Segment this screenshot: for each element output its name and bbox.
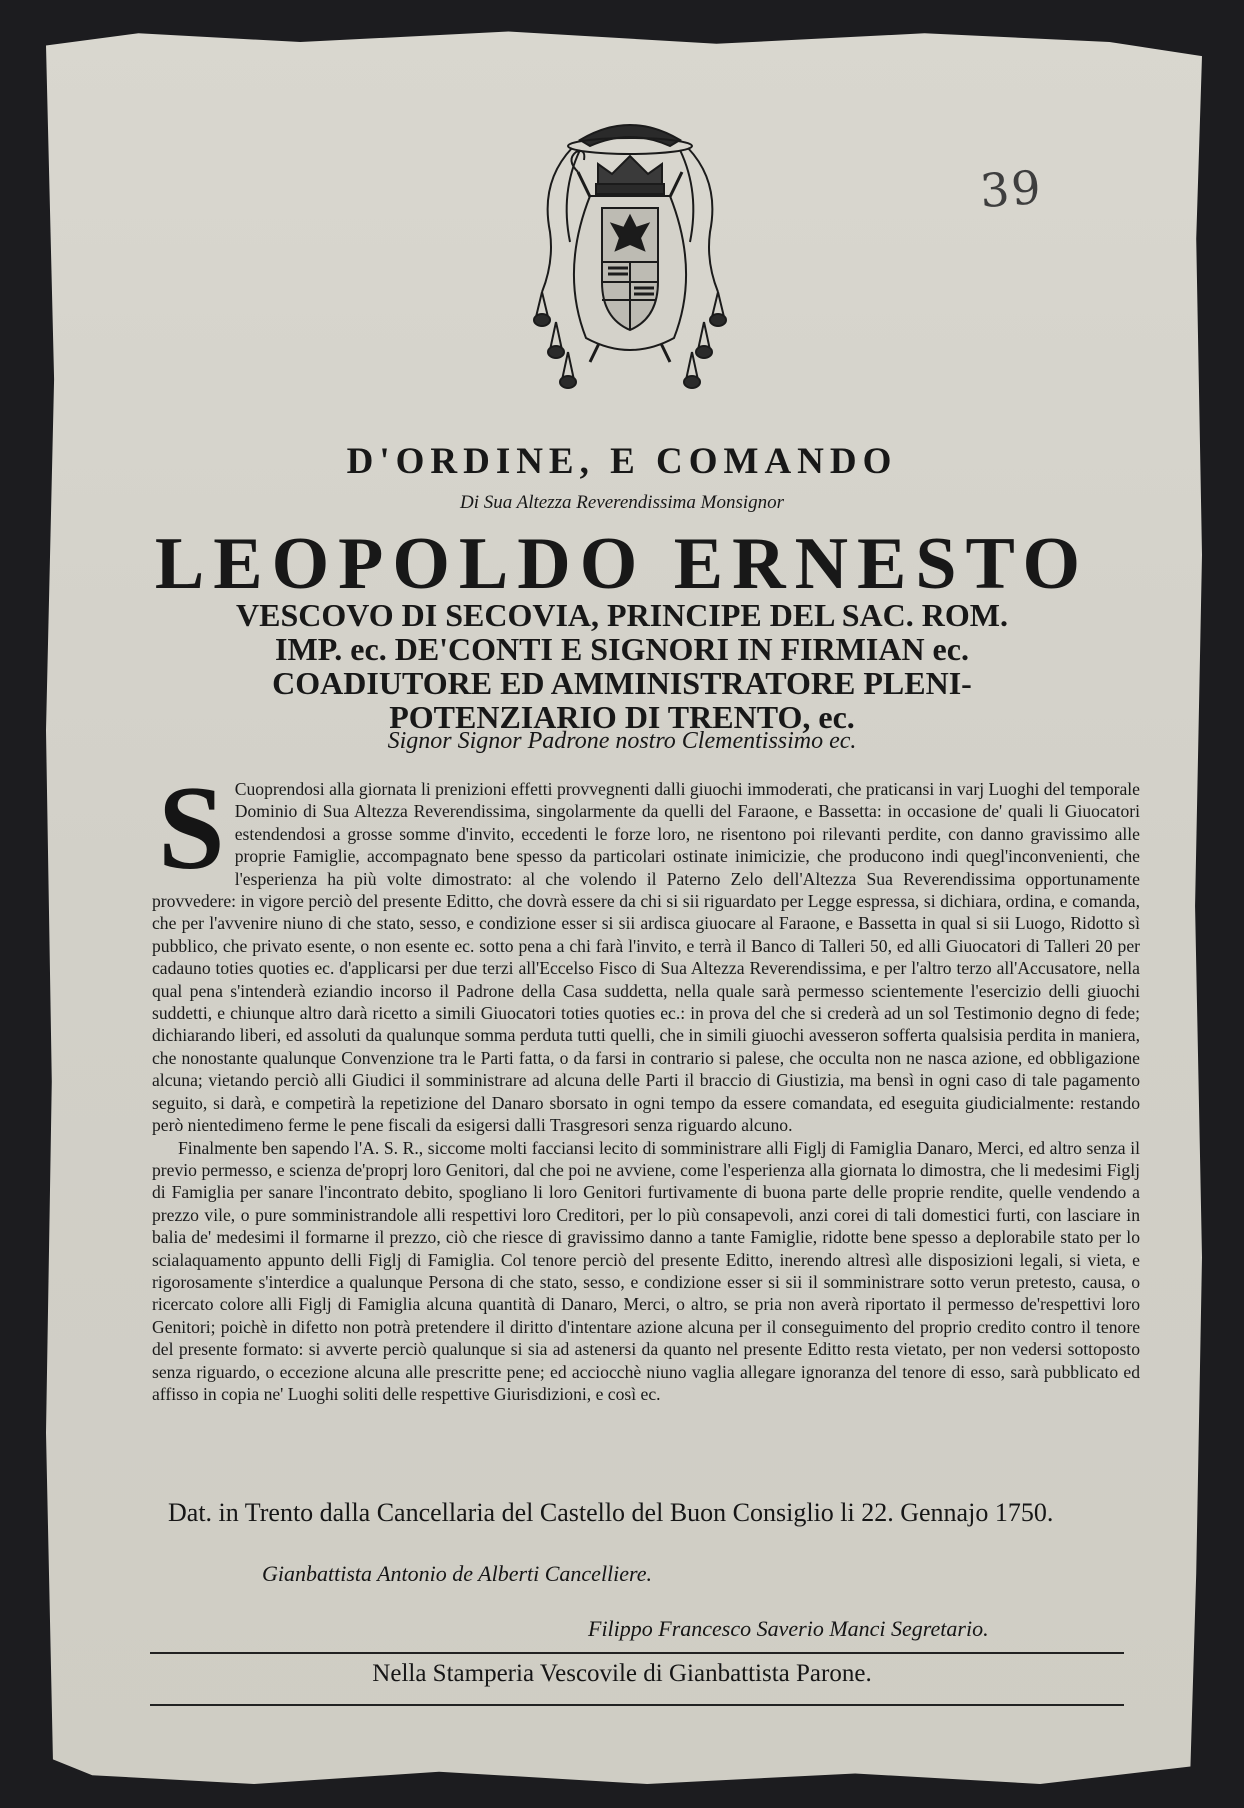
title-line-2: IMP. ec. DE'CONTI E SIGNORI IN FIRMIAN ec.: [275, 631, 969, 667]
heading: D'ORDINE, E COMANDO: [346, 441, 898, 482]
edict-body: [152, 761, 1140, 1405]
subheading: Di Sua Altezza Reverendissima Monsignor: [459, 492, 785, 513]
title-line-4: POTENZIARIO DI TRENTO, ec.: [389, 699, 855, 735]
title-line-3: COADIUTORE ED AMMINISTRATORE PLENI-: [272, 665, 972, 701]
divider-bottom: [150, 1704, 1124, 1706]
handwritten-annotation: 39: [978, 159, 1045, 219]
salutation: Signor Signor Padrone nostro Clementissimo ec.: [387, 728, 857, 754]
coat-of-arms-icon: [520, 112, 740, 410]
date-line: Dat. in Trento dalla Cancellaria del Castello del Buon Consiglio li 22. Gennajo 1750.: [168, 1498, 1054, 1527]
divider-top: [150, 1652, 1124, 1654]
drop-cap: S: [158, 761, 225, 894]
title-line-1: VESCOVO DI SECOVIA, PRINCIPE DEL SAC. ROM.: [236, 597, 1008, 633]
paragraph-2: Finalmente ben sapendo l'A. S. R., siccome molti facciansi lecito di somministrare alli Figlj di Famiglia Danaro, Merci, ed altro senza il previo permesso, e scienza de'proprj loro Genitori, dal che poi ne avviene, come l'esperienza alla giornata lo dimostra, che li medesimi Figlj di Famiglia per sanare l'incontrato debito, spogliano li loro Genitori furtivamente di buona parte delle proprie rendite, quelle vendendo a prezzo vile, o pure somministrandole alli respettivi loro Creditori, per lo più consapevoli, anzi corei di tali domestici furti, con lasciare in balia de' medesimi il formarne il prezzo, ciò che riesce di gravissimo danno a tante Famiglie, ridotte bene spesso a deplorabile stato per lo scialaquamento appunto delli Figlj di Famiglia. Col tenore perciò del presente Editto, inerendo altresì alle disposizioni legali, si vieta, e rigorosamente s'interdice a qualunque Persona di che stato, sesso, e condizione esser si sii il somministrare sotto verun pretesto, causa, o ricercato colore alli Figlj di Famiglia alcuna quantità di Danaro, Merci, o altro, se pria non averà riportato il permesso de'respettivi loro Genitori; poichè in difetto non potrà pretendere il diritto d'intentare azione alcuna per il conseguimento del proprio credito contro il tenore del presente formato: si avverte perciò qualunque si sia ad astenersi da quanto nel presente Editto resta vietato, per non vedersi sottoposto senza riguardo, o eccezione alcuna alle prescritte pene; ed acciocchè niuno vaglia allegare ignoranza del tenore di esso, sarà pubblicato ed affisso in copia ne' Luoghi soliti delle respettive Giurisdizioni, e così ec.: [152, 1137, 1140, 1404]
bishop-name: LEOPOLDO ERNESTO: [154, 523, 1090, 605]
paragraph-1: Cuoprendosi alla giornata li prenizioni effetti provvegnenti dalli giuochi immoderati, che praticansi in varj Luoghi del temporale Dominio di Sua Altezza Reverendissima, singolarmente da quelli del Faraone, e Bassetta: in occasione de' quali li Giuocatori estendendosi a grosse somme d'invito, eccedenti le forze loro, ne risentono poi rilevanti perdite, con danno gravissimo alle proprie Famiglie, accompagnato bene spesso da particolari ostinate inimicizie, che producono indi quegl'inconvenienti, che l'esperienza ha più volte dimostrato: al che volendo il Paterno Zelo dell'Altezza Sua Reverendissima opportunamente provvedere: in vigore perciò del presente Editto, che dovrà essere da chi si sii riguardato per Legge espressa, si dichiara, ordina, e comanda, che per l'avvenire niuno di che stato, sesso, e condizione esser si sii ardisca giuocare al Faraone, e Bassetta in qual si sii Luogo, Ridotto sì pubblico, che privato esente, o non esente ec. sotto pena a chi farà l'invito, e terrà il Banco di Talleri 50, ed alli Giuocatori di Talleri 20 per cadauno toties quoties ec. d'applicarsi per due terzi all'Eccelso Fisco di Sua Altezza Reverendissima, e per l'altro terzo all'Accusatore, nella qual pena s'intenderà eziandio incorso il Padrone della Casa suddetta, nella quale sarà permesso scientemente l'esercizio delli giuochi suddetti, e chiunque altro darà ricetto a simili Giuocatori toties quoties ec.: in prova del che si crederà ad un sol Testimonio degno di fede; dichiarando liberi, ed assoluti da qualunque somma perduta tutti quelli, che in simili giuochi avesseron sofferta qualsisia perdita in maniera, che nonostante qualunque Convenzione tra le Parti fatta, o da farsi in contrario si palese, che occulta non ne nasca azione, ed obbligazione alcuna; vietando perciò alli Giudici il somministrare ad alcuna delle Parti il braccio di Giustizia, ma bensì in ogni caso di tale pagamento seguito, si darà, e competirà la repetizione del Danaro sborsato in ogni tempo da essere comandata, ed eseguita giudicialmente: restando però nientedimeno ferme le pene fiscali da esigersi dalli Trasgresori senza riguardo alcuno.: [152, 779, 1140, 1136]
printer-imprint: Nella Stamperia Vescovile di Gianbattista Parone.: [372, 1660, 872, 1687]
chancellor-signature: Gianbattista Antonio de Alberti Cancelliere.: [262, 1561, 653, 1586]
secretary-signature: Filippo Francesco Saverio Manci Segretario.: [588, 1616, 989, 1641]
bishop-titles: [0, 598, 1244, 734]
